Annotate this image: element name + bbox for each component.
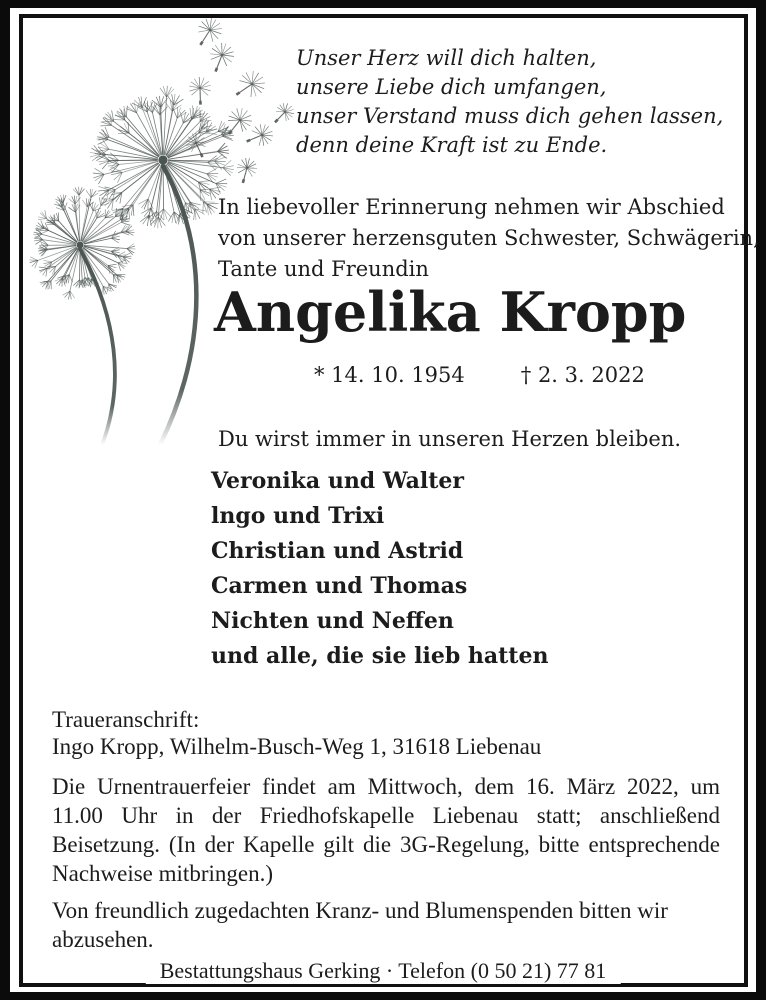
farewell-intro [218, 192, 760, 285]
poem-line: unser Verstand muss dich gehen lassen, [296, 104, 724, 128]
intro-line: von unserer herzensguten Schwester, Schwägerin, [218, 226, 760, 250]
mourner-line: und alle, die sie lieb hatten [211, 643, 549, 669]
mourner-line: Christian und Astrid [211, 538, 464, 564]
condolence-address: Ingo Kropp, Wilhelm-Busch-Weg 1, 31618 Liebenau [52, 734, 542, 759]
mourner-line: Nichten und Neffen [211, 608, 454, 634]
funeral-service-info: Die Urnentrauerfeier findet am Mittwoch, dem 16. März 2022, um 11.00 Uhr in der Friedhofskapelle Liebenau statt; anschließend Beisetzung. (In der Kapelle gilt die 3G-Regelung, bitte entsprechende Nachweise mitbringen.) [52, 774, 720, 886]
mourner-line: Veronika und Walter [211, 468, 465, 494]
poem-line: unsere Liebe dich umfangen, [296, 75, 607, 99]
remembrance-line: Du wirst immer in unseren Herzen bleiben. [218, 427, 682, 451]
intro-line: Tante und Freundin [218, 257, 429, 281]
mourner-line: lngo und Trixi [211, 503, 385, 529]
mourner-line: Carmen und Thomas [211, 573, 468, 599]
poem-line: Unser Herz will dich halten, [296, 46, 597, 70]
life-dates [314, 363, 645, 387]
funeral-home-line: Bestattungshaus Gerking · Telefon (0 50 21) 77 81 [146, 957, 621, 984]
death-date: † 2. 3. 2022 [520, 363, 645, 387]
intro-line: In liebevoller Erinnerung nehmen wir Abschied [218, 195, 725, 219]
flowers-note: Von freundlich zugedachten Kranz- und Blumenspenden bitten wir abzusehen. [52, 898, 668, 952]
poem-line: denn deine Kraft ist zu Ende. [296, 133, 608, 157]
deceased-name: Angelika Kropp [214, 280, 687, 344]
memorial-poem [296, 44, 723, 160]
condolence-label: Traueranschrift: [52, 707, 200, 732]
mourners-list [211, 464, 548, 674]
birth-date: * 14. 10. 1954 [314, 363, 465, 387]
condolence-address-block [52, 706, 541, 760]
